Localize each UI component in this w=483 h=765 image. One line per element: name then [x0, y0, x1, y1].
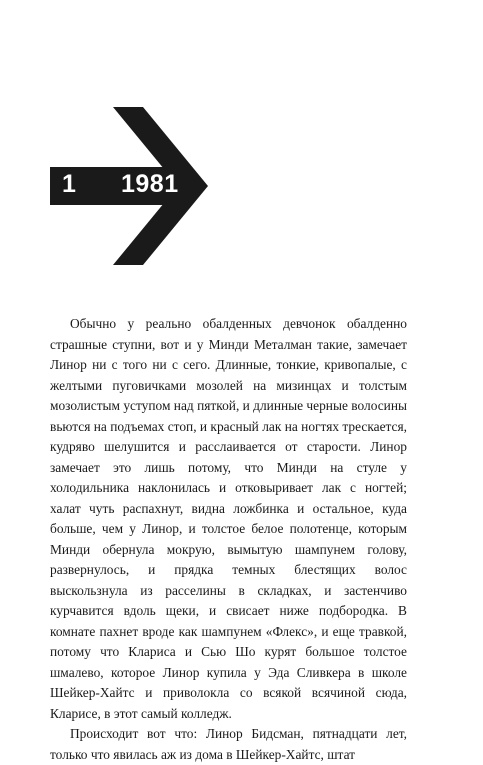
chapter-year: 1981	[121, 170, 179, 198]
paragraph: Происходит вот что: Линор Бидсман, пятнадцати лет, только что явилась аж из дома в Шейкер-Хайтс, штат	[50, 726, 407, 762]
chapter-number: 1	[62, 170, 77, 198]
chapter-body-text	[50, 314, 407, 765]
paragraph: Обычно у реально обалденных девчонок обалденно страшные ступни, вот и у Минди Металман такие, замечает Линор ни с того ни с сего. Длинные, тонкие, кривопалые, с желтыми пуговичками мозолей на мизинцах и толстым мозолистым уступом над пяткой, и длинные черные волосины вьются на подъемах стоп, и красный лак на ногтях трескается, кудряво шелушится и расслаивается от старости. Линор замечает это лишь потому, что Минди на стуле у холодильника наклонилась и отковыривает лак с ногтей; халат чуть распахнут, видна ложбинка и остальное, куда больше, чем у Линор, и толстое белое полотенце, которым Минди обернула мокрую, вымытую шампунем голову, развернулось, и прядка темных блестящих волос выскользнула из расселины в складках, и застенчиво курчавится вдоль щеки, и свисает ниже подбородка. В комнате пахнет вроде как шампунем «Флекс», и еще травкой, потому что Клариса и Сью Шо курят большое толстое шмалево, которое Линор купила у Эда Сливкера в школе Шейкер-Хайтс и приволокла со всякой всячиной сюда, Кларисе, в этот самый колледж.	[50, 316, 407, 721]
